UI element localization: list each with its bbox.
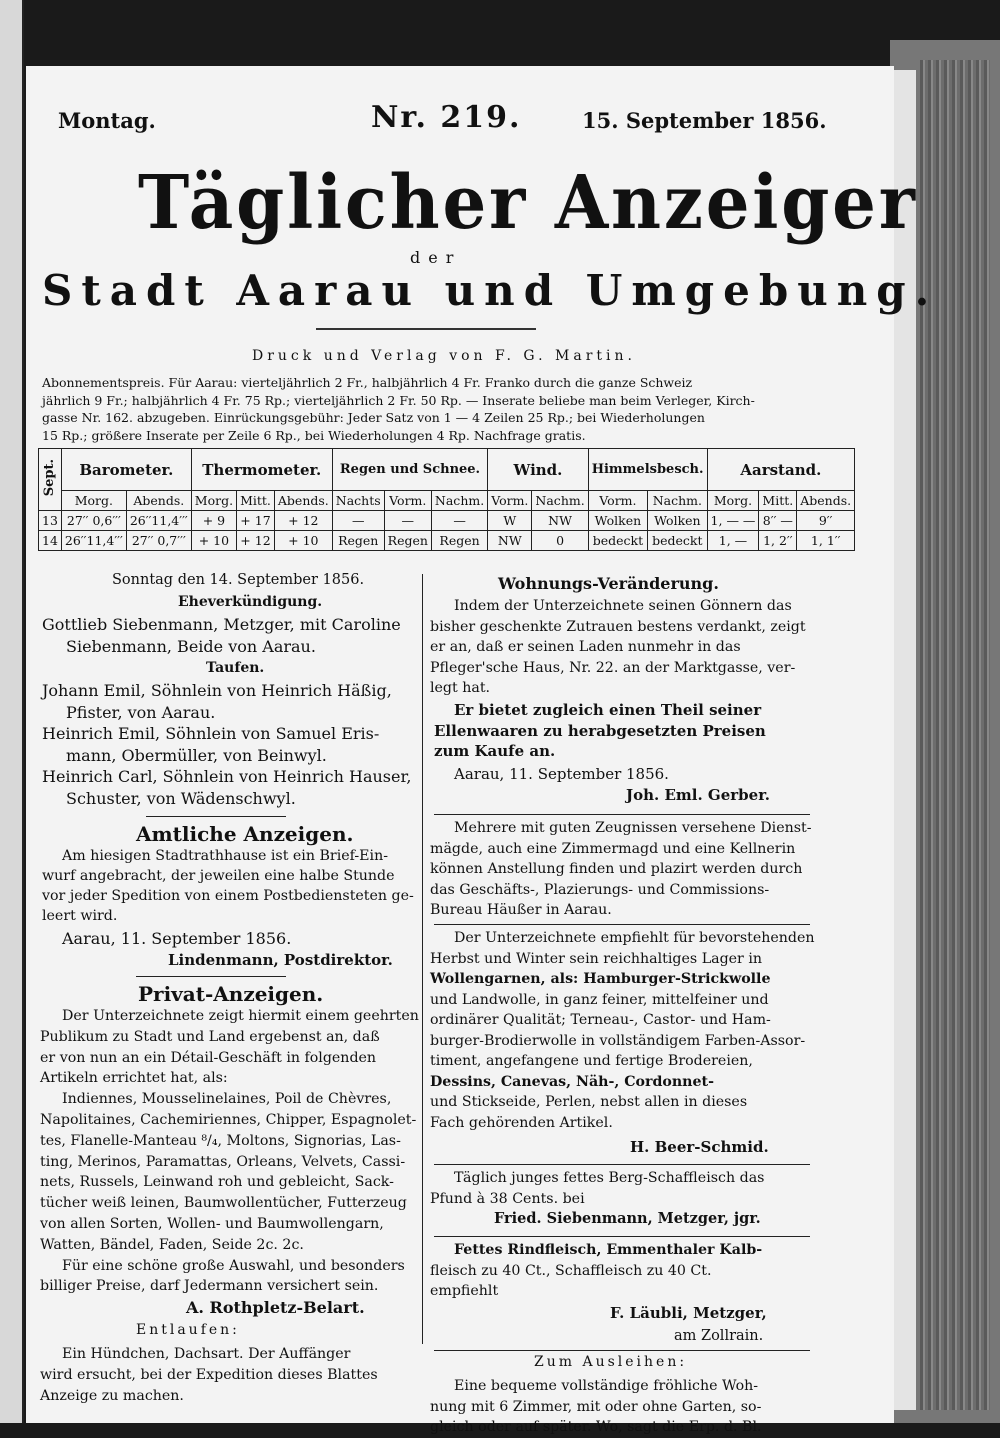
subscription-line: jährlich 9 Fr.; halbjährlich 4 Fr. 75 Rp.; vierteljährlich 2 Fr. 50 Rp. — Inserate beliebe man beim Verleger, Kirch- xyxy=(42,392,755,408)
separator xyxy=(136,976,286,977)
subscription-info xyxy=(42,374,755,444)
subheader: Nachts xyxy=(332,491,384,511)
day-cell: 13 xyxy=(39,511,62,531)
text-line: Anzeige zu machen. xyxy=(40,1387,184,1404)
text-line: ting, Merinos, Paramattas, Orleans, Velvets, Cassi- xyxy=(40,1153,406,1170)
separator xyxy=(434,924,810,925)
text-line: Pfund à 38 Cents. bei xyxy=(430,1190,585,1207)
text-line: von allen Sorten, Wollen- und Baumwollengarn, xyxy=(40,1215,384,1232)
table-cell: + 9 xyxy=(191,511,236,531)
text-line: Pfleger'sche Haus, Nr. 22. an der Marktgasse, ver- xyxy=(430,659,796,676)
text-line: können Anstellung finden und plazirt werden durch xyxy=(430,861,803,877)
text-line: Der Unterzeichnete empfiehlt für bevorstehenden xyxy=(454,930,815,946)
issue-day: Montag. xyxy=(58,108,156,133)
text-line: Artikeln errichtet hat, als: xyxy=(40,1070,228,1087)
ornament-rule xyxy=(316,328,536,330)
beer-schmid-text xyxy=(430,928,815,1133)
table-cell: NW xyxy=(532,511,588,531)
wind-header: Wind. xyxy=(488,449,589,491)
text-line: nets, Russels, Leinwand roh und gebleicht, Sack- xyxy=(40,1174,394,1191)
thermometer-header: Thermometer. xyxy=(191,449,332,491)
schaffleisch-text xyxy=(430,1168,764,1209)
subheader: Vorm. xyxy=(588,491,647,511)
text-line: wird ersucht, bei der Expedition dieses Blattes xyxy=(40,1366,378,1383)
text-line: Für eine schöne große Auswahl, und besonders xyxy=(62,1257,405,1274)
separator xyxy=(434,1236,810,1237)
separator xyxy=(146,816,286,817)
text-line: Am hiesigen Stadtrathhause ist ein Brief-Ein- xyxy=(62,848,389,864)
ausleihen-text xyxy=(430,1376,762,1438)
table-cell: — xyxy=(384,511,431,531)
text-line: Dessins, Canevas, Näh-, Cordonnet- xyxy=(430,1073,714,1090)
text-line: Heinrich Carl, Söhnlein von Heinrich Hauser, xyxy=(42,767,412,786)
text-line: tes, Flanelle-Manteau ⁸/₄, Moltons, Signorias, Las- xyxy=(40,1132,401,1149)
text-line: Siebenmann, Beide von Aarau. xyxy=(66,636,316,656)
aarstand-header: Aarstand. xyxy=(707,449,855,491)
text-line: er von nun an ein Détail-Geschäft in folgenden xyxy=(40,1049,377,1066)
table-cell: + 17 xyxy=(237,511,275,531)
newspaper-page xyxy=(26,66,939,1435)
text-line: Publikum zu Stadt und Land ergebenst an, daß xyxy=(40,1028,380,1045)
text-line: Wollengarnen, als: Hamburger-Strickwolle xyxy=(430,971,771,987)
text-line: Indiennes, Mousselinelaines, Poil de Chèvres, xyxy=(62,1091,392,1108)
text-line: wurf angebracht, der jeweilen eine halbe Stunde xyxy=(42,868,395,884)
table-cell: 1, — — xyxy=(707,511,759,531)
sunday-line: Sonntag den 14. September 1856. xyxy=(112,572,365,588)
text-line: Schuster, von Wädenschwyl. xyxy=(66,788,296,808)
subheader: Abends. xyxy=(126,491,191,511)
text-line: und Landwolle, in ganz feiner, mittelfeiner und xyxy=(430,991,769,1008)
table-cell: Wolken xyxy=(648,511,707,531)
text-line: Johann Emil, Söhnlein von Heinrich Häßig, xyxy=(42,681,392,700)
table-cell: bedeckt xyxy=(648,531,707,551)
text-line: Bureau Häußer in Aarau. xyxy=(430,902,612,918)
table-cell: 1, 2′′ xyxy=(759,531,797,551)
text-line: er an, daß er seinen Laden nunmehr in das xyxy=(430,639,741,655)
text-line: Ein Hündchen, Dachsart. Der Auffänger xyxy=(62,1346,351,1362)
laeubli-address: am Zollrain. xyxy=(674,1328,764,1344)
table-cell: 26′′11,4′′′ xyxy=(126,511,191,531)
rindfleisch-text xyxy=(430,1240,762,1302)
entlaufen-text xyxy=(40,1344,378,1406)
table-cell: 9′′ xyxy=(797,511,855,531)
separator xyxy=(434,1164,810,1165)
subheader: Vorm. xyxy=(384,491,431,511)
table-cell: + 12 xyxy=(237,531,275,551)
taufen-text xyxy=(42,680,411,809)
text-line: zum Kaufe an. xyxy=(434,742,556,760)
subheader: Vorm. xyxy=(488,491,532,511)
text-line: ordinärer Qualität; Terneau-, Castor- und Ham- xyxy=(430,1012,771,1028)
text-line: empfiehlt xyxy=(430,1283,499,1299)
masthead-subtitle: Stadt Aarau und Umgebung. xyxy=(42,266,939,315)
text-line: burger-Brodierwolle in vollständigem Farben-Assor- xyxy=(430,1032,806,1049)
text-line: leert wird. xyxy=(42,908,118,924)
table-cell: — xyxy=(431,511,487,531)
text-line: das Geschäfts-, Plazierungs- und Commissions- xyxy=(430,881,770,898)
table-row xyxy=(39,531,855,551)
text-line: mägde, auch eine Zimmermagd und eine Kellnerin xyxy=(430,840,796,857)
text-line: Herbst und Winter sein reichhaltiges Lager in xyxy=(430,950,763,967)
text-line: Gottlieb Siebenmann, Metzger, mit Caroline xyxy=(42,615,401,634)
text-line: Fettes Rindfleisch, Emmenthaler Kalb- xyxy=(454,1242,763,1258)
subheader: Mitt. xyxy=(759,491,797,511)
amtliche-heading: Amtliche Anzeigen. xyxy=(136,822,354,846)
table-cell: 1, — xyxy=(707,531,759,551)
table-cell: W xyxy=(488,511,532,531)
wohnung-heading: Wohnungs-Veränderung. xyxy=(498,574,719,593)
siebenmann-signature: Fried. Siebenmann, Metzger, jgr. xyxy=(494,1210,761,1227)
text-line: Heinrich Emil, Söhnlein von Samuel Eris- xyxy=(42,724,380,743)
wohnung-signature: Joh. Eml. Gerber. xyxy=(626,786,770,804)
dienstmaegde-text xyxy=(430,818,812,921)
subheader: Abends. xyxy=(274,491,332,511)
day-cell: 14 xyxy=(39,531,62,551)
text-line: Mehrere mit guten Zeugnissen versehene Dienst- xyxy=(454,820,812,836)
table-cell: 26′′11,4′′′ xyxy=(61,531,126,551)
table-cell: Regen xyxy=(431,531,487,551)
subheader: Nachm. xyxy=(431,491,487,511)
text-line: timent, angefangene und fertige Brodereien, xyxy=(430,1053,753,1069)
entlaufen-heading: Entlaufen: xyxy=(136,1322,240,1338)
text-line: Pfister, von Aarau. xyxy=(66,702,216,722)
table-cell: NW xyxy=(488,531,532,551)
adjacent-page-edge xyxy=(0,0,24,1423)
text-line: legt hat. xyxy=(430,680,491,696)
text-line: nung mit 6 Zimmer, mit oder ohne Garten, so- xyxy=(430,1398,762,1415)
wohnung-date: Aarau, 11. September 1856. xyxy=(454,765,669,783)
text-line: Watten, Bändel, Faden, Seide 2c. 2c. xyxy=(40,1236,304,1253)
printer-line: Druck und Verlag von F. G. Martin. xyxy=(252,348,636,364)
table-cell: + 10 xyxy=(191,531,236,551)
text-line: bisher geschenkte Zutrauen bestens verdankt, zeigt xyxy=(430,618,806,635)
masthead-der: der xyxy=(410,248,462,267)
table-row xyxy=(39,511,855,531)
amtliche-signature: Lindenmann, Postdirektor. xyxy=(168,951,393,969)
text-line: vor jeder Spedition von einem Postbediensteten ge- xyxy=(42,888,414,904)
privat-heading: Privat-Anzeigen. xyxy=(138,982,324,1006)
issue-date: 15. September 1856. xyxy=(582,108,827,133)
masthead-title: Täglicher Anzeiger xyxy=(138,160,918,246)
laeubli-signature: F. Läubli, Metzger, xyxy=(610,1304,767,1322)
text-line: und Stickseide, Perlen, nebst allen in dieses xyxy=(430,1094,748,1110)
subscription-line: 15 Rp.; größere Inserate per Zeile 6 Rp., bei Wiederholungen 4 Rp. Nachfrage gratis. xyxy=(42,427,586,443)
subheader: Nachm. xyxy=(648,491,707,511)
privat-signature: A. Rothpletz-Belart. xyxy=(186,1298,365,1317)
table-cell: 1, 1′′ xyxy=(797,531,855,551)
table-cell: 27′′ 0,7′′′ xyxy=(126,531,191,551)
text-line: Napolitaines, Cachemiriennes, Chipper, Espagnolet- xyxy=(40,1111,417,1128)
table-cell: + 12 xyxy=(274,511,332,531)
book-binding xyxy=(890,40,1000,1423)
separator xyxy=(434,1350,810,1351)
barometer-header: Barometer. xyxy=(61,449,191,491)
text-line: Fach gehörenden Artikel. xyxy=(430,1114,613,1131)
issue-number: Nr. 219. xyxy=(371,100,522,135)
regen-header: Regen und Schnee. xyxy=(332,449,487,491)
table-cell: 27′′ 0,6′′′ xyxy=(61,511,126,531)
text-line: Der Unterzeichnete zeigt hiermit einem geehrten xyxy=(62,1008,419,1024)
wohnung-offer xyxy=(434,700,766,762)
table-cell: 8′′ — xyxy=(759,511,797,531)
beer-schmid-signature: H. Beer-Schmid. xyxy=(630,1138,769,1156)
subheader: Nachm. xyxy=(532,491,588,511)
ausleihen-heading: Zum Ausleihen: xyxy=(534,1354,688,1370)
text-line: billiger Preise, darf Jedermann versichert sein. xyxy=(40,1278,379,1295)
column-divider xyxy=(422,574,423,1344)
text-line: Indem der Unterzeichnete seinen Gönnern das xyxy=(454,598,792,614)
subheader: Mitt. xyxy=(237,491,275,511)
table-cell: Wolken xyxy=(588,511,647,531)
subscription-line: gasse Nr. 162. abzugeben. Einrückungsgebühr: Jeder Satz von 1 — 4 Zeilen 25 Rp.; bei Wiederholungen xyxy=(42,410,705,425)
table-cell: bedeckt xyxy=(588,531,647,551)
table-cell: Regen xyxy=(384,531,431,551)
subheader: Abends. xyxy=(797,491,855,511)
text-line: gleich oder auf später. Wo, sagt die Erp. d. Bl. xyxy=(430,1419,762,1435)
text-line: Täglich junges fettes Berg-Schaffleisch das xyxy=(454,1170,765,1186)
subheader: Morg. xyxy=(191,491,236,511)
table-cell: 0 xyxy=(532,531,588,551)
subscription-line: Abonnementspreis. Für Aarau: vierteljährlich 2 Fr., halbjährlich 4 Fr. Franko durch die ganze Schweiz xyxy=(42,375,693,390)
table-cell: Regen xyxy=(332,531,384,551)
text-line: Er bietet zugleich einen Theil seiner xyxy=(454,701,762,719)
himmel-header: Himmelsbesch. xyxy=(588,449,707,491)
text-line: Ellenwaaren zu herabgesetzten Preisen xyxy=(434,721,766,740)
wohnung-text xyxy=(430,596,806,699)
table-cell: + 10 xyxy=(274,531,332,551)
text-line: fleisch zu 40 Ct., Schaffleisch zu 40 Ct. xyxy=(430,1262,712,1279)
subheader: Morg. xyxy=(707,491,759,511)
ehe-text xyxy=(42,614,401,657)
weather-table xyxy=(38,448,855,551)
privat-text xyxy=(40,1006,419,1297)
amtliche-date: Aarau, 11. September 1856. xyxy=(62,929,292,948)
separator xyxy=(434,814,810,815)
table-cell: — xyxy=(332,511,384,531)
text-line: tücher weiß leinen, Baumwollentücher, Futterzeug xyxy=(40,1195,407,1212)
taufen-heading: Taufen. xyxy=(206,660,265,676)
amtliche-text xyxy=(42,846,414,926)
text-line: mann, Obermüller, von Beinwyl. xyxy=(66,745,327,765)
subheader: Morg. xyxy=(61,491,126,511)
sept-header: Sept. xyxy=(39,449,62,511)
page-stack xyxy=(920,60,990,1410)
ehe-heading: Eheverkündigung. xyxy=(178,594,323,610)
text-line: Eine bequeme vollständige fröhliche Woh- xyxy=(454,1378,759,1394)
